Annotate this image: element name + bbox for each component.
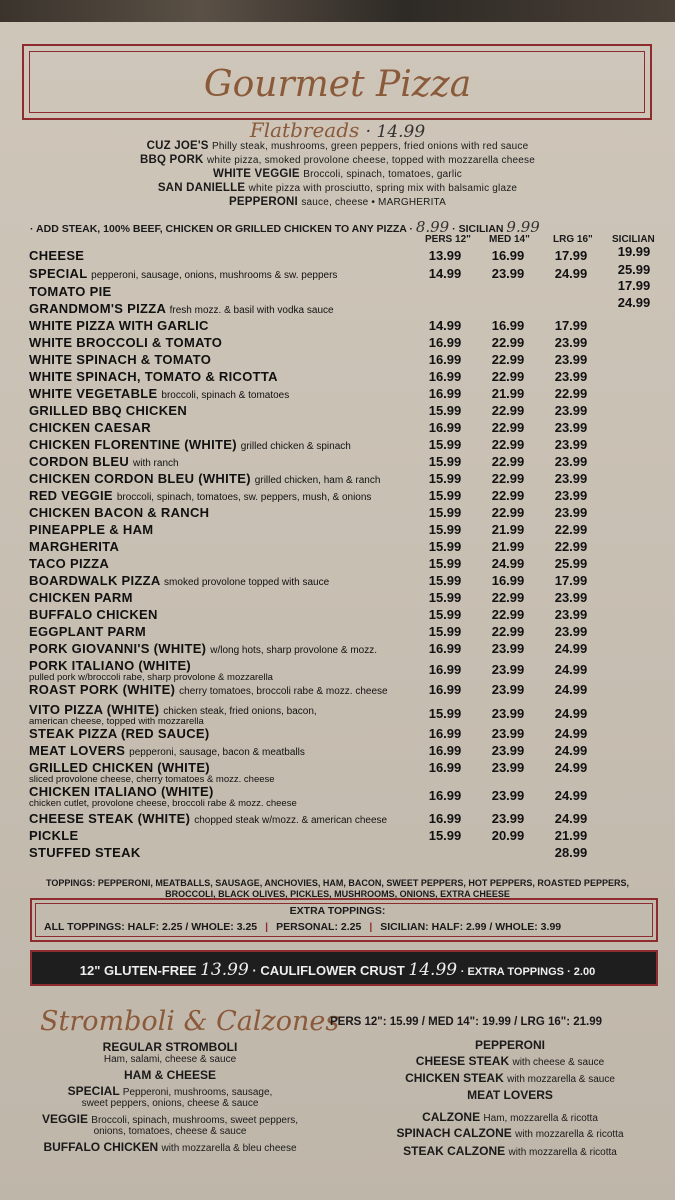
price-med: 23.99 xyxy=(491,682,525,697)
price-pers: 15.99 xyxy=(428,828,462,843)
flatbread-item xyxy=(0,140,675,152)
add-meat-sicilian-price: 9.99 xyxy=(506,218,540,236)
price-pers: 15.99 xyxy=(428,590,462,605)
calzone-item xyxy=(350,1071,670,1085)
pizza-row xyxy=(29,386,289,401)
gf-extra: · EXTRA TOPPINGS · 2.00 xyxy=(460,966,596,978)
extra-all: ALL TOPPINGS: HALF: 2.25 / WHOLE: 3.25 xyxy=(44,921,258,933)
price-lrg: 24.99 xyxy=(554,266,588,281)
price-lrg: 17.99 xyxy=(554,318,588,333)
pizza-row xyxy=(29,658,273,683)
price-lrg: 24.99 xyxy=(554,726,588,741)
flatbread-desc: sauce, cheese • MARGHERITA xyxy=(301,197,446,208)
pizza-name: CHICKEN BACON & RANCH xyxy=(29,505,210,520)
price-pers: 16.99 xyxy=(428,386,462,401)
pizza-name: GRILLED CHICKEN (WHITE) xyxy=(29,760,210,775)
price-med: 22.99 xyxy=(491,437,525,452)
pizza-row xyxy=(29,607,158,622)
pizza-row xyxy=(29,624,146,639)
price-med: 22.99 xyxy=(491,471,525,486)
pizza-desc: grilled chicken, ham & ranch xyxy=(254,475,381,486)
price-sicilian: 24.99 xyxy=(617,295,651,310)
pizza-desc: pepperoni, sausage, bacon & meatballs xyxy=(129,747,305,758)
pizza-desc-sub: american cheese, topped with mozzarella xyxy=(29,716,204,727)
price-lrg: 23.99 xyxy=(554,352,588,367)
calzone-name: CHICKEN STEAK xyxy=(405,1071,504,1085)
price-med: 20.99 xyxy=(491,828,525,843)
add-meat-text: · ADD STEAK, 100% BEEF, CHICKEN OR GRILLED CHICKEN TO ANY PIZZA · xyxy=(30,223,413,235)
price-pers: 15.99 xyxy=(428,471,462,486)
price-lrg: 23.99 xyxy=(554,454,588,469)
pizza-name: WHITE VEGETABLE xyxy=(29,386,158,401)
price-pers: 15.99 xyxy=(428,607,462,622)
pizza-desc: pepperoni, sausage, onions, mushrooms & sw. peppers xyxy=(91,270,338,281)
price-pers: 16.99 xyxy=(428,420,462,435)
stromboli-desc: with mozzarella & bleu cheese xyxy=(161,1143,297,1154)
toppings-line-2: BROCCOLI, BLACK OLIVES, PICKLES, MUSHROOMS, ONIONS, EXTRA CHEESE xyxy=(165,889,510,899)
price-pers: 16.99 xyxy=(428,743,462,758)
pizza-desc: fresh mozz. & basil with vodka sauce xyxy=(169,305,334,316)
price-pers: 16.99 xyxy=(428,788,462,803)
stromboli-desc: Pepperoni, mushrooms, sausage, xyxy=(122,1087,273,1098)
pizza-name: BOARDWALK PIZZA xyxy=(29,573,161,588)
flatbreads-title: Flatbreads xyxy=(249,118,360,142)
price-med: 23.99 xyxy=(491,726,525,741)
price-med: 21.99 xyxy=(491,386,525,401)
extra-toppings-title: EXTRA TOPPINGS: xyxy=(289,905,386,917)
stromboli-desc-sub: onions, tomatoes, cheese & sauce xyxy=(93,1126,247,1137)
price-pers: 16.99 xyxy=(428,811,462,826)
col-header-lrg: LRG 16" xyxy=(553,234,593,245)
pizza-row xyxy=(29,335,222,350)
pizza-desc-sub: sliced provolone cheese, cherry tomatoes & mozz. cheese xyxy=(29,774,275,785)
price-lrg: 25.99 xyxy=(554,556,588,571)
pizza-desc: w/long hots, sharp provolone & mozz. xyxy=(210,645,377,656)
price-med: 16.99 xyxy=(491,248,525,263)
flatbreads-header xyxy=(0,118,675,142)
calzone-name: CHEESE STEAK xyxy=(415,1054,510,1068)
price-pers: 14.99 xyxy=(428,318,462,333)
pizza-name: CORDON BLEU xyxy=(29,454,130,469)
pizza-row xyxy=(29,828,78,843)
pizza-name: CHICKEN ITALIANO (WHITE) xyxy=(29,784,214,799)
price-lrg: 23.99 xyxy=(554,420,588,435)
calzone-item xyxy=(350,1038,670,1052)
price-med: 23.99 xyxy=(491,706,525,721)
stromboli-item xyxy=(10,1112,330,1126)
pizza-row xyxy=(29,420,151,435)
pizza-desc-sub: chicken cutlet, provolone cheese, broccoli rabe & mozz. cheese xyxy=(29,798,297,809)
flatbread-name: SAN DANIELLE xyxy=(157,182,246,194)
pizza-name: BUFFALO CHICKEN xyxy=(29,607,158,622)
pizza-name: RED VEGGIE xyxy=(29,488,113,503)
price-pers: 16.99 xyxy=(428,662,462,677)
stromboli-desc-sub: sweet peppers, onions, cheese & sauce xyxy=(81,1098,259,1109)
price-pers: 15.99 xyxy=(428,539,462,554)
price-lrg: 24.99 xyxy=(554,743,588,758)
price-med: 22.99 xyxy=(491,335,525,350)
price-pers: 16.99 xyxy=(428,335,462,350)
stromboli-desc-sub: Ham, salami, cheese & sauce xyxy=(103,1054,237,1065)
pizza-row xyxy=(29,505,209,520)
price-med: 23.99 xyxy=(491,266,525,281)
pizza-row xyxy=(29,437,351,452)
price-lrg: 23.99 xyxy=(554,437,588,452)
flatbread-desc: white pizza, smoked provolone cheese, topped with mozzarella cheese xyxy=(206,155,535,166)
pizza-row xyxy=(29,641,377,656)
col-header-med: MED 14" xyxy=(489,234,530,245)
calzone-item xyxy=(350,1144,670,1158)
pizza-name: WHITE PIZZA WITH GARLIC xyxy=(29,318,209,333)
extra-sicilian: SICILIAN: HALF: 2.99 / WHOLE: 3.99 xyxy=(380,921,562,933)
pizza-row xyxy=(29,266,337,281)
pizza-row xyxy=(29,811,387,826)
price-lrg: 22.99 xyxy=(554,386,588,401)
pizza-name: PINEAPPLE & HAM xyxy=(29,522,154,537)
calzone-item xyxy=(350,1054,670,1068)
col-header-pers: PERS 12" xyxy=(425,234,471,245)
flatbread-name: BBQ PORK xyxy=(139,154,204,166)
pizza-desc: with ranch xyxy=(133,458,179,469)
calzone-item xyxy=(350,1088,670,1102)
extra-sep-2: | xyxy=(369,921,373,933)
pizza-row xyxy=(29,403,187,418)
pizza-name: TACO PIZZA xyxy=(29,556,110,571)
calzone-desc: with mozzarella & sauce xyxy=(507,1074,615,1085)
extra-toppings-prices xyxy=(44,921,561,933)
pizza-name: CHEESE xyxy=(29,248,85,263)
stromboli-name: HAM & CHEESE xyxy=(123,1068,216,1082)
stromboli-item xyxy=(10,1140,330,1154)
stromboli-item xyxy=(10,1084,330,1098)
pizza-name: STUFFED STEAK xyxy=(29,845,141,860)
pizza-name: PICKLE xyxy=(29,828,79,843)
pizza-name: CHICKEN CORDON BLEU (WHITE) xyxy=(29,471,251,486)
pizza-name: WHITE SPINACH, TOMATO & RICOTTA xyxy=(29,369,278,384)
price-med: 21.99 xyxy=(491,539,525,554)
flatbreads-price: · 14.99 xyxy=(365,122,426,142)
price-lrg: 23.99 xyxy=(554,488,588,503)
price-pers: 15.99 xyxy=(428,522,462,537)
price-med: 16.99 xyxy=(491,318,525,333)
extra-personal: PERSONAL: 2.25 xyxy=(276,921,362,933)
price-med: 23.99 xyxy=(491,760,525,775)
price-med: 16.99 xyxy=(491,573,525,588)
price-pers: 13.99 xyxy=(428,248,462,263)
pizza-row xyxy=(29,488,371,503)
price-med: 22.99 xyxy=(491,624,525,639)
calzone-desc: with mozzarella & ricotta xyxy=(508,1147,617,1158)
price-lrg: 24.99 xyxy=(554,760,588,775)
pizza-name: TOMATO PIE xyxy=(29,284,112,299)
price-sicilian: 19.99 xyxy=(617,244,651,259)
flatbread-desc: white pizza with prosciutto, spring mix with balsamic glaze xyxy=(248,183,518,194)
pizza-name: CHICKEN CAESAR xyxy=(29,420,151,435)
price-pers: 15.99 xyxy=(428,624,462,639)
calzone-item xyxy=(350,1126,670,1140)
pizza-row xyxy=(29,301,334,316)
price-med: 21.99 xyxy=(491,522,525,537)
pizza-name: ROAST PORK (WHITE) xyxy=(29,682,176,697)
price-sicilian: 17.99 xyxy=(617,278,651,293)
price-pers: 15.99 xyxy=(428,403,462,418)
calzone-name: STEAK CALZONE xyxy=(403,1144,506,1158)
price-pers: 15.99 xyxy=(428,706,462,721)
price-pers: 16.99 xyxy=(428,369,462,384)
price-pers: 15.99 xyxy=(428,556,462,571)
calzone-desc: with mozzarella & ricotta xyxy=(515,1129,624,1140)
pizza-desc: chicken steak, fried onions, bacon, xyxy=(163,706,317,717)
price-lrg: 23.99 xyxy=(554,624,588,639)
price-lrg: 23.99 xyxy=(554,403,588,418)
pizza-name: WHITE BROCCOLI & TOMATO xyxy=(29,335,223,350)
pizza-row xyxy=(29,539,119,554)
pizza-row xyxy=(29,845,141,860)
price-pers: 15.99 xyxy=(428,505,462,520)
price-pers: 15.99 xyxy=(428,437,462,452)
toppings-line-1: TOPPINGS: PEPPERONI, MEATBALLS, SAUSAGE, ANCHOVIES, HAM, BACON, SWEET PEPPERS, HOT PEPPERS, ROASTED PEPPERS, xyxy=(46,878,629,888)
price-lrg: 22.99 xyxy=(554,522,588,537)
pizza-name: MEAT LOVERS xyxy=(29,743,126,758)
menu-page xyxy=(0,22,675,1200)
flatbread-item xyxy=(0,154,675,166)
gf-price: 13.99 xyxy=(200,960,249,980)
stromboli-item xyxy=(10,1040,330,1054)
flatbread-desc: Philly steak, mushrooms, green peppers, fried onions with red sauce xyxy=(212,141,529,152)
price-med: 22.99 xyxy=(491,420,525,435)
price-lrg: 22.99 xyxy=(554,539,588,554)
calzone-name: CALZONE xyxy=(422,1110,481,1124)
price-med: 22.99 xyxy=(491,488,525,503)
pizza-row xyxy=(29,702,317,727)
price-lrg: 24.99 xyxy=(554,811,588,826)
pizza-name: VITO PIZZA (WHITE) xyxy=(29,702,160,717)
price-pers: 15.99 xyxy=(428,573,462,588)
price-med: 22.99 xyxy=(491,505,525,520)
price-pers: 16.99 xyxy=(428,641,462,656)
flatbread-item xyxy=(0,168,675,180)
pizza-name: STEAK PIZZA (RED SAUCE) xyxy=(29,726,210,741)
pizza-desc-sub: pulled pork w/broccoli rabe, sharp provolone & mozzarella xyxy=(29,672,273,683)
cauliflower-label: CAULIFLOWER CRUST xyxy=(260,963,405,978)
pizza-name: CHICKEN PARM xyxy=(29,590,133,605)
price-lrg: 17.99 xyxy=(554,573,588,588)
pizza-name: GRANDMOM'S PIZZA xyxy=(29,301,166,316)
price-med: 23.99 xyxy=(491,788,525,803)
pizza-name: GRILLED BBQ CHICKEN xyxy=(29,403,188,418)
add-meat-sicilian-label: · SICILIAN xyxy=(452,223,504,235)
price-med: 23.99 xyxy=(491,641,525,656)
calzone-name: MEAT LOVERS xyxy=(467,1088,553,1102)
pizza-desc: smoked provolone topped with sauce xyxy=(164,577,330,588)
stromboli-title: Stromboli & Calzones xyxy=(40,1006,340,1037)
calzone-name: SPINACH CALZONE xyxy=(396,1126,512,1140)
pizza-desc: broccoli, spinach, tomatoes, sw. peppers, mush, & onions xyxy=(116,492,372,503)
col-header-sicilian: SICILIAN xyxy=(612,234,655,245)
pizza-row xyxy=(29,590,133,605)
gluten-free-text xyxy=(0,960,675,980)
price-med: 22.99 xyxy=(491,369,525,384)
stromboli-name: VEGGIE xyxy=(41,1112,88,1126)
extra-sep-1: | xyxy=(265,921,269,933)
flatbread-name: WHITE VEGGIE xyxy=(213,168,300,180)
pizza-row xyxy=(29,352,211,367)
price-lrg: 24.99 xyxy=(554,788,588,803)
pizza-name: MARGHERITA xyxy=(29,539,120,554)
pizza-name: PORK ITALIANO (WHITE) xyxy=(29,658,192,673)
price-lrg: 23.99 xyxy=(554,471,588,486)
pizza-row xyxy=(29,682,388,697)
price-lrg: 24.99 xyxy=(554,706,588,721)
pizza-row xyxy=(29,522,153,537)
pizza-row xyxy=(29,284,111,299)
pizza-desc: chopped steak w/mozz. & american cheese xyxy=(194,815,388,826)
price-lrg: 23.99 xyxy=(554,505,588,520)
price-lrg: 23.99 xyxy=(554,607,588,622)
pizza-row xyxy=(29,556,109,571)
pizza-row xyxy=(29,726,209,741)
pizza-name: CHEESE STEAK (WHITE) xyxy=(29,811,191,826)
gf-label: 12" GLUTEN-FREE xyxy=(79,963,197,978)
pizza-row xyxy=(29,318,209,333)
stromboli-prices: PERS 12": 15.99 / MED 14": 19.99 / LRG 16": 21.99 xyxy=(330,1016,603,1028)
price-med: 22.99 xyxy=(491,403,525,418)
pizza-row xyxy=(29,743,305,758)
pizza-desc: broccoli, spinach & tomatoes xyxy=(161,390,290,401)
pizza-row xyxy=(29,573,329,588)
price-lrg: 23.99 xyxy=(554,590,588,605)
stromboli-name: REGULAR STROMBOLI xyxy=(102,1040,238,1054)
stromboli-item xyxy=(10,1068,330,1082)
price-med: 22.99 xyxy=(491,607,525,622)
pizza-row xyxy=(29,760,275,785)
stromboli-name: SPECIAL xyxy=(67,1084,120,1098)
price-lrg: 24.99 xyxy=(554,662,588,677)
price-med: 22.99 xyxy=(491,454,525,469)
price-med: 22.99 xyxy=(491,352,525,367)
flatbread-item xyxy=(0,196,675,208)
flatbread-name: PEPPERONI xyxy=(229,196,298,208)
pizza-name: SPECIAL xyxy=(29,266,88,281)
calzone-item xyxy=(350,1110,670,1124)
price-pers: 14.99 xyxy=(428,266,462,281)
gf-sep: · xyxy=(252,963,257,978)
price-pers: 16.99 xyxy=(428,760,462,775)
price-lrg: 24.99 xyxy=(554,682,588,697)
pizza-row xyxy=(29,471,380,486)
calzone-name: PEPPERONI xyxy=(474,1038,546,1052)
price-lrg: 21.99 xyxy=(554,828,588,843)
price-pers: 16.99 xyxy=(428,352,462,367)
price-lrg: 23.99 xyxy=(554,335,588,350)
stromboli-desc: Broccoli, spinach, mushrooms, sweet peppers, xyxy=(91,1115,299,1126)
price-med: 22.99 xyxy=(491,590,525,605)
price-med: 23.99 xyxy=(491,743,525,758)
price-pers: 16.99 xyxy=(428,726,462,741)
pizza-row xyxy=(29,369,278,384)
pizza-row xyxy=(29,248,84,263)
flatbread-item xyxy=(0,182,675,194)
pizza-name: EGGPLANT PARM xyxy=(29,624,147,639)
pizza-row xyxy=(29,784,297,809)
pizza-desc: cherry tomatoes, broccoli rabe & mozz. cheese xyxy=(179,686,388,697)
pizza-row xyxy=(29,454,179,469)
price-med: 24.99 xyxy=(491,556,525,571)
price-sicilian: 25.99 xyxy=(617,262,651,277)
price-med: 23.99 xyxy=(491,811,525,826)
flatbread-desc: Broccoli, spinach, tomatoes, garlic xyxy=(303,169,462,180)
add-meat-price: 8.99 xyxy=(415,218,450,236)
price-lrg: 17.99 xyxy=(554,248,588,263)
pizza-name: WHITE SPINACH & TOMATO xyxy=(29,352,212,367)
stromboli-name: BUFFALO CHICKEN xyxy=(43,1140,159,1154)
price-pers: 16.99 xyxy=(428,682,462,697)
price-pers: 15.99 xyxy=(428,454,462,469)
calzone-desc: with cheese & sauce xyxy=(512,1057,605,1068)
pizza-name: PORK GIOVANNI'S (WHITE) xyxy=(29,641,207,656)
menu-title: Gourmet Pizza xyxy=(203,64,472,105)
flatbread-name: CUZ JOE'S xyxy=(146,140,209,152)
price-med: 23.99 xyxy=(491,662,525,677)
price-lrg: 24.99 xyxy=(554,641,588,656)
price-lrg: 23.99 xyxy=(554,369,588,384)
cauliflower-price: 14.99 xyxy=(408,960,458,980)
price-pers: 15.99 xyxy=(428,488,462,503)
pizza-name: CHICKEN FLORENTINE (WHITE) xyxy=(29,437,237,452)
price-lrg: 28.99 xyxy=(554,845,588,860)
pizza-desc: grilled chicken & spinach xyxy=(240,441,351,452)
background-table xyxy=(0,0,675,24)
calzone-desc: Ham, mozzarella & ricotta xyxy=(483,1113,598,1124)
